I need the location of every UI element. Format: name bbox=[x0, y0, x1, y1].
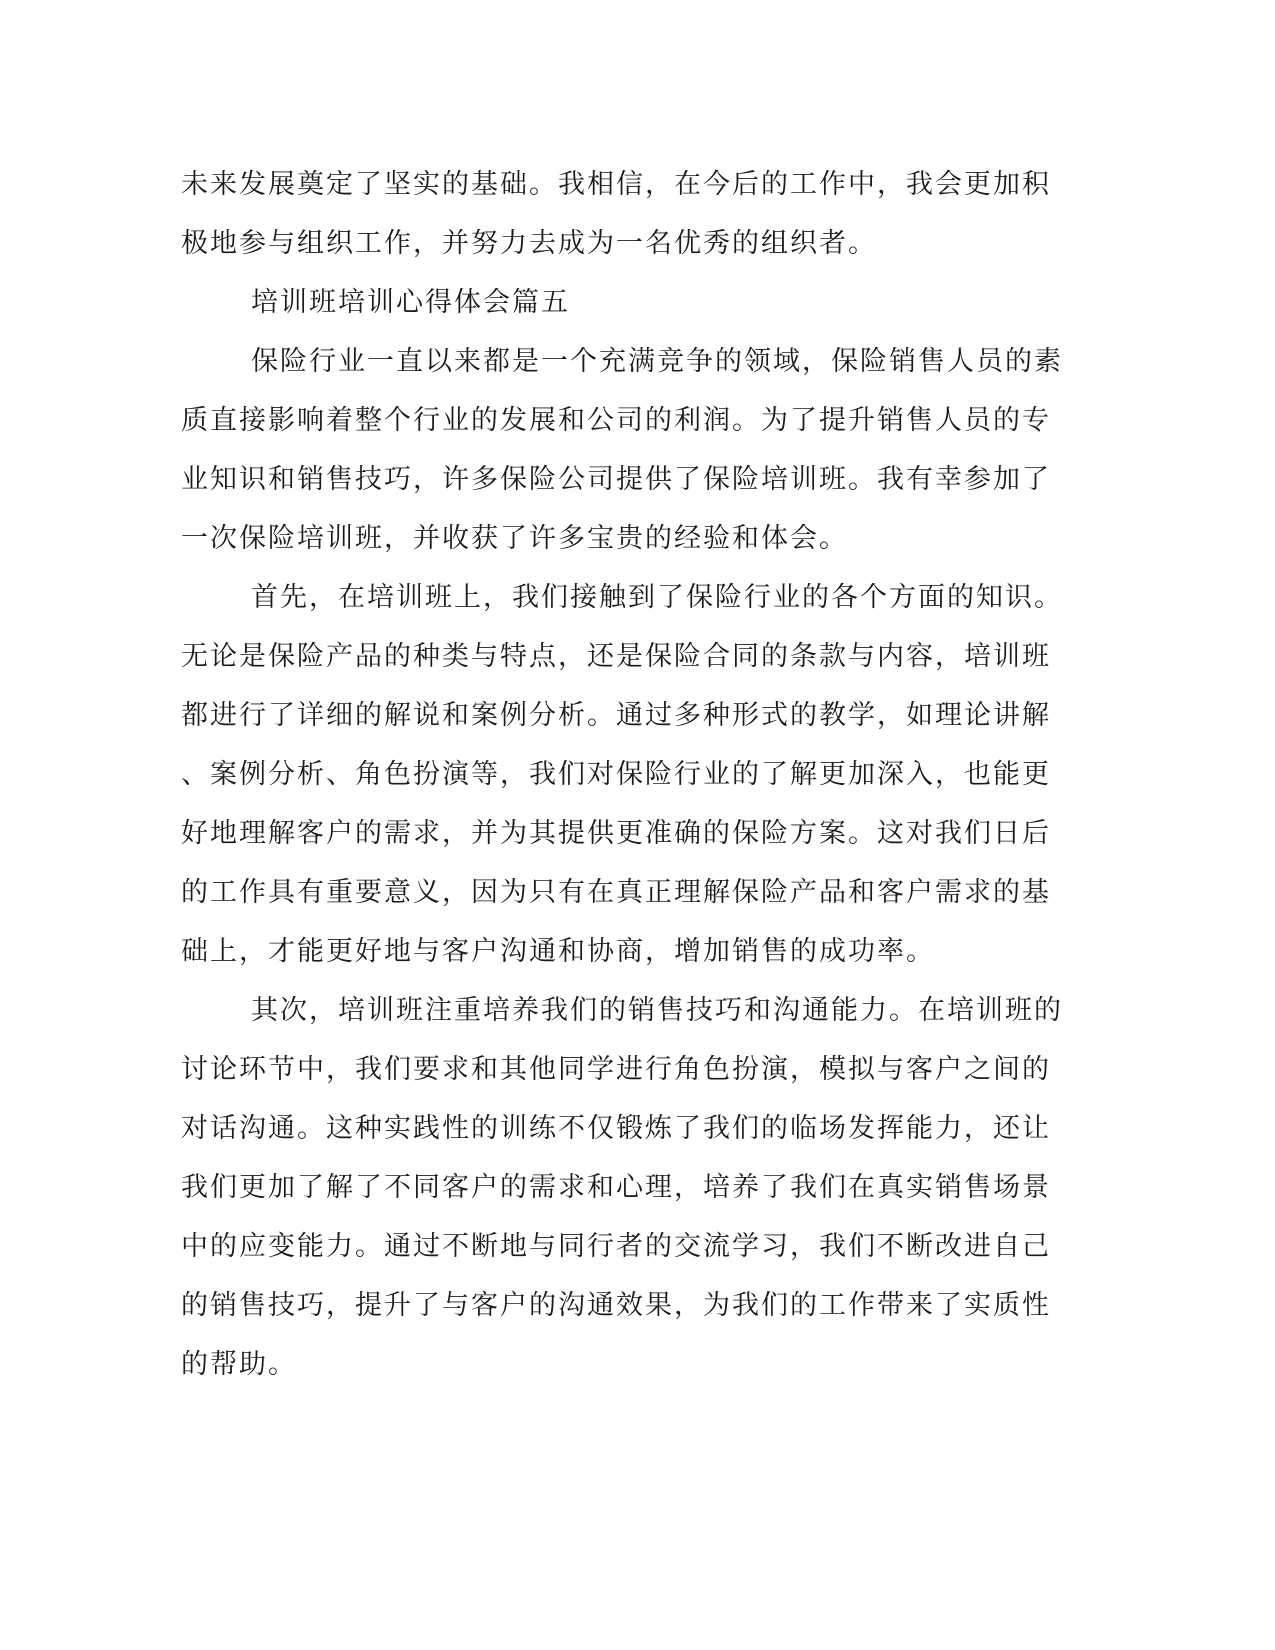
text-line: 中的应变能力。通过不断地与同行者的交流学习，我们不断改进自己 bbox=[181, 1231, 1051, 1262]
text-line: 无论是保险产品的种类与特点，还是保险合同的条款与内容，培训班 bbox=[181, 641, 1051, 672]
document-body bbox=[181, 155, 1063, 1394]
section-heading: 培训班培训心得体会篇五 bbox=[251, 287, 570, 318]
text-line: 对话沟通。这种实践性的训练不仅锻炼了我们的临场发挥能力，还让 bbox=[181, 1113, 1051, 1144]
text-line: 、案例分析、角色扮演等，我们对保险行业的了解更加深入，也能更 bbox=[181, 759, 1051, 790]
paragraph-start-line: 首先，在培训班上，我们接触到了保险行业的各个方面的知识。 bbox=[251, 582, 1063, 613]
paragraph-start-line: 其次，培训班注重培养我们的销售技巧和沟通能力。在培训班的 bbox=[251, 995, 1063, 1026]
text-line: 好地理解客户的需求，并为其提供更准确的保险方案。这对我们日后 bbox=[181, 818, 1051, 849]
text-line: 我们更加了解了不同客户的需求和心理，培养了我们在真实销售场景 bbox=[181, 1172, 1051, 1203]
text-line: 的帮助。 bbox=[181, 1349, 297, 1380]
text-line: 的工作具有重要意义，因为只有在真正理解保险产品和客户需求的基 bbox=[181, 877, 1051, 908]
text-line: 都进行了详细的解说和案例分析。通过多种形式的教学，如理论讲解 bbox=[181, 700, 1051, 731]
text-line: 极地参与组织工作，并努力去成为一名优秀的组织者。 bbox=[181, 228, 877, 259]
text-line: 业知识和销售技巧，许多保险公司提供了保险培训班。我有幸参加了 bbox=[181, 464, 1051, 495]
text-line: 未来发展奠定了坚实的基础。我相信，在今后的工作中，我会更加积 bbox=[181, 169, 1051, 200]
text-line: 础上，才能更好地与客户沟通和协商，增加销售的成功率。 bbox=[181, 936, 935, 967]
text-line: 质直接影响着整个行业的发展和公司的利润。为了提升销售人员的专 bbox=[181, 405, 1051, 436]
text-line: 讨论环节中，我们要求和其他同学进行角色扮演，模拟与客户之间的 bbox=[181, 1054, 1051, 1085]
text-line: 的销售技巧，提升了与客户的沟通效果，为我们的工作带来了实质性 bbox=[181, 1290, 1051, 1321]
text-line: 一次保险培训班，并收获了许多宝贵的经验和体会。 bbox=[181, 523, 848, 554]
paragraph-start-line: 保险行业一直以来都是一个充满竞争的领域，保险销售人员的素 bbox=[251, 346, 1063, 377]
